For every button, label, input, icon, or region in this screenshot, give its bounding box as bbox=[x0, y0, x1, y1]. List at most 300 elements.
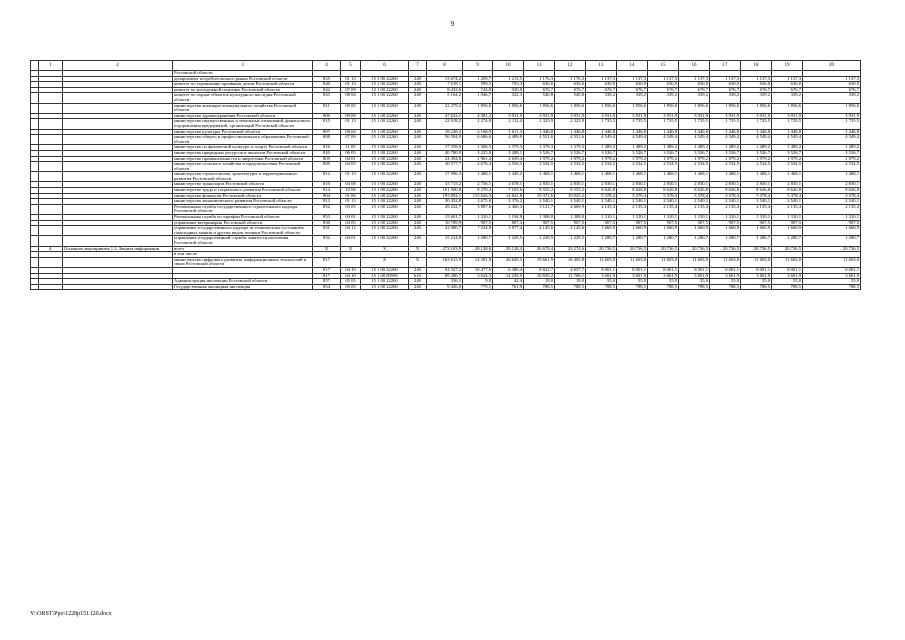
amount-cell: 339,2 bbox=[586, 93, 617, 103]
amount-cell: 1 979,2 bbox=[772, 156, 803, 162]
measure-cell bbox=[63, 236, 173, 246]
amount-cell: 1 468,1 bbox=[803, 172, 861, 182]
amount-cell: 788,5 bbox=[617, 284, 648, 290]
amount-cell: 3 931,9 bbox=[648, 113, 679, 119]
code-cell: 857 bbox=[313, 279, 341, 285]
amount-cell: 907,5 bbox=[524, 220, 555, 226]
code-cell: 816 bbox=[313, 145, 341, 151]
code-cell: 15 1 00 22260 bbox=[361, 215, 409, 221]
amount-cell: 11 768,1 bbox=[555, 273, 586, 279]
code-cell: 11 05 bbox=[341, 145, 361, 151]
amount-cell: 2 534,5 bbox=[586, 162, 617, 172]
table-row bbox=[31, 172, 861, 182]
organization-cell: Региональная служба по тарифам Ростовской области bbox=[173, 215, 313, 221]
amount-cell: 22 279,2 bbox=[427, 103, 463, 113]
amount-cell: 3 931,9 bbox=[710, 113, 741, 119]
measure-cell bbox=[63, 226, 173, 236]
amount-cell: 3 526,7 bbox=[710, 150, 741, 156]
amount-cell: 8 001,1 bbox=[617, 267, 648, 273]
amount-cell: 630,0 bbox=[710, 82, 741, 88]
amount-cell: 1 856,6 bbox=[524, 103, 555, 113]
code-cell: 240 bbox=[409, 215, 427, 221]
amount-cell: 1 468,1 bbox=[741, 172, 772, 182]
amount-cell: 1 280,7 bbox=[617, 236, 648, 246]
row-number-cell bbox=[39, 93, 63, 103]
measure-cell bbox=[63, 103, 173, 113]
spacer-cell bbox=[31, 61, 39, 71]
amount-cell: 1 280,7 bbox=[679, 236, 710, 246]
amount-cell: 4 381,2 bbox=[463, 113, 493, 119]
amount-cell: 676,7 bbox=[679, 87, 710, 93]
row-number-cell bbox=[39, 162, 63, 172]
code-cell: 240 bbox=[409, 76, 427, 82]
amount-cell: 676,7 bbox=[617, 87, 648, 93]
amount-cell: 676,7 bbox=[803, 87, 861, 93]
amount-cell: 907,5 bbox=[679, 220, 710, 226]
amount-cell: 676,7 bbox=[555, 87, 586, 93]
amount-cell: 1 979,2 bbox=[648, 156, 679, 162]
organization-cell: министерство общего и профессионального образования Ростовской области bbox=[173, 135, 313, 145]
amount-cell: 2 323,9 bbox=[555, 119, 586, 129]
amount-cell: 4 551,6 bbox=[524, 135, 555, 145]
code-cell: 05 05 bbox=[341, 284, 361, 290]
amount-cell: 24 394,8 bbox=[427, 156, 463, 162]
code-cell: 05 05 bbox=[341, 204, 361, 214]
amount-cell: 788,5 bbox=[555, 284, 586, 290]
amount-cell: 1 446,8 bbox=[772, 129, 803, 135]
amount-cell: 336,2 bbox=[427, 279, 463, 285]
amount-cell: 4 549,4 bbox=[679, 135, 710, 145]
amount-cell: 599,5 bbox=[463, 82, 493, 88]
amount-cell: 2 376,2 bbox=[493, 199, 524, 205]
code-cell: 15 1 00 22260 bbox=[361, 226, 409, 236]
amount-cell: 1 310,1 bbox=[772, 215, 803, 221]
code-cell: 843 bbox=[313, 93, 341, 103]
code-cell: 01 06 bbox=[341, 193, 361, 199]
amount-cell: 2 534,5 bbox=[772, 162, 803, 172]
amount-cell: 8 432,6 bbox=[427, 87, 463, 93]
amount-cell: 2 830,1 bbox=[555, 182, 586, 188]
code-cell: 240 bbox=[409, 119, 427, 129]
amount-cell: 16 405,8 bbox=[555, 257, 586, 267]
amount-cell: 2 540,1 bbox=[803, 199, 861, 205]
amount-cell: 788,5 bbox=[524, 284, 555, 290]
row-number-cell bbox=[39, 103, 63, 113]
amount-cell: 907,5 bbox=[617, 220, 648, 226]
amount-cell: 19 661,9 bbox=[524, 257, 555, 267]
table-row bbox=[31, 284, 861, 290]
amount-cell: 3 526,7 bbox=[741, 150, 772, 156]
organization-cell: министерство природных ресурсов и экологии Ростовской области bbox=[173, 150, 313, 156]
amount-cell: 8 626,8 bbox=[741, 188, 772, 194]
amount-cell: 8 626,8 bbox=[617, 188, 648, 194]
amount-cell: 17 358,0 bbox=[427, 145, 463, 151]
amount-cell: 47 632,1 bbox=[427, 113, 463, 119]
code-cell bbox=[341, 257, 361, 267]
amount-cell: 1 735,5 bbox=[617, 119, 648, 129]
amount-cell: 1 446,8 bbox=[586, 129, 617, 135]
spacer-cell bbox=[31, 162, 39, 172]
amount-cell: 3 601,9 bbox=[648, 273, 679, 279]
amount-cell: 1 209,7 bbox=[463, 76, 493, 82]
amount-cell: 8 626,8 bbox=[772, 188, 803, 194]
amount-cell: 1 446,8 bbox=[710, 129, 741, 135]
code-cell: 813 bbox=[313, 199, 341, 205]
code-cell: 240 bbox=[409, 87, 427, 93]
code-cell: 15 1 00 22260 bbox=[361, 236, 409, 246]
amount-cell: 7 618,1 bbox=[427, 82, 463, 88]
amount-cell: 5 378,4 bbox=[617, 193, 648, 199]
code-cell: 240 bbox=[409, 135, 427, 145]
code-cell: 240 bbox=[409, 182, 427, 188]
row-number-cell bbox=[39, 172, 63, 182]
organization-cell: управление ветеринарии Ростовской области bbox=[173, 220, 313, 226]
amount-cell: 1 310,1 bbox=[648, 215, 679, 221]
amount-cell: 4 637,7 bbox=[555, 267, 586, 273]
code-cell: 240 bbox=[409, 188, 427, 194]
amount-cell: 1 489,2 bbox=[710, 145, 741, 151]
amount-cell: 2 830,1 bbox=[586, 182, 617, 188]
amount-cell: 33 715,2 bbox=[427, 182, 463, 188]
amount-cell: 8 626,8 bbox=[679, 188, 710, 194]
amount-cell: 907,5 bbox=[586, 220, 617, 226]
amount-cell: 1 310,1 bbox=[617, 215, 648, 221]
amount-cell: 14 301,9 bbox=[463, 257, 493, 267]
organization-cell: министерство промышленности и энергетики Ростовской области bbox=[173, 156, 313, 162]
code-cell: 15 1 00 22260 bbox=[361, 204, 409, 214]
amount-cell: 676,7 bbox=[648, 87, 679, 93]
amount-cell: 11 603,0 bbox=[772, 257, 803, 267]
amount-cell: 4 145,6 bbox=[555, 226, 586, 236]
amount-cell: 1 979,2 bbox=[555, 156, 586, 162]
amount-cell: 11 603,0 bbox=[586, 257, 617, 267]
organization-cell: министерство культуры Ростовской области bbox=[173, 129, 313, 135]
amount-cell: 1 137,3 bbox=[648, 76, 679, 82]
amount-cell: 1 489,2 bbox=[648, 145, 679, 151]
amount-cell: 2 135,4 bbox=[586, 204, 617, 214]
amount-cell: 8 626,8 bbox=[586, 188, 617, 194]
code-cell: 804 bbox=[313, 193, 341, 199]
amount-cell: 1 308,0 bbox=[555, 215, 586, 221]
amount-cell: 8 001,1 bbox=[679, 267, 710, 273]
amount-cell: 1 046,7 bbox=[463, 93, 493, 103]
amount-cell: 3 601,9 bbox=[617, 273, 648, 279]
code-cell: 240 bbox=[409, 204, 427, 214]
amount-cell: 1 213,5 bbox=[493, 76, 524, 82]
amount-cell: 55,0 bbox=[772, 279, 803, 285]
amount-cell: 55,0 bbox=[741, 279, 772, 285]
amount-cell: 1 310,1 bbox=[463, 215, 493, 221]
amount-cell: 2 135,4 bbox=[648, 204, 679, 214]
column-number: 2 bbox=[63, 61, 173, 71]
amount-cell: 2 540,1 bbox=[617, 199, 648, 205]
amount-cell: 55,0 bbox=[617, 279, 648, 285]
amount-cell: 22 918,2 bbox=[427, 119, 463, 129]
code-cell: 809 bbox=[313, 162, 341, 172]
amount-cell: 5 164,2 bbox=[427, 93, 463, 103]
code-cell: 15 1 00 22260 bbox=[361, 129, 409, 135]
amount-cell: 630,0 bbox=[803, 82, 861, 88]
amount-cell: 2 639,4 bbox=[493, 156, 524, 162]
code-cell: 817 bbox=[313, 273, 341, 279]
table-row bbox=[31, 162, 861, 172]
spacer-cell bbox=[31, 226, 39, 236]
column-number: 17 bbox=[710, 61, 741, 71]
amount-cell: 8 001,1 bbox=[772, 267, 803, 273]
amount-cell: 1 979,2 bbox=[617, 156, 648, 162]
amount-cell: 907,5 bbox=[463, 220, 493, 226]
code-cell: 240 bbox=[409, 220, 427, 226]
amount-cell: 1 446,8 bbox=[679, 129, 710, 135]
spacer-cell bbox=[31, 172, 39, 182]
code-cell: 807 bbox=[313, 129, 341, 135]
amount-cell: 636,6 bbox=[555, 82, 586, 88]
code-cell: 240 bbox=[409, 226, 427, 236]
amount-cell: 1 310,1 bbox=[710, 215, 741, 221]
amount-cell: 8 001,1 bbox=[648, 267, 679, 273]
organization-cell: Ростовской области bbox=[173, 71, 313, 77]
amount-cell: 3 526,7 bbox=[586, 150, 617, 156]
amount-cell: 2 112,4 bbox=[493, 119, 524, 129]
amount-cell: 339,2 bbox=[710, 93, 741, 103]
amount-cell: 2 135,4 bbox=[710, 204, 741, 214]
amount-cell: 1 280,7 bbox=[710, 236, 741, 246]
amount-cell: 1 856,6 bbox=[463, 103, 493, 113]
amount-cell: 18 248,2 bbox=[427, 129, 463, 135]
table-row bbox=[31, 204, 861, 214]
code-cell: 820 bbox=[313, 150, 341, 156]
amount-cell: 163 613,9 bbox=[427, 257, 463, 267]
row-number-cell bbox=[39, 257, 63, 267]
table-row bbox=[31, 93, 861, 103]
code-cell: 610 bbox=[409, 273, 427, 279]
organization-cell: министерство труда и социального развития Ростовской области bbox=[173, 188, 313, 194]
code-cell: 01 13 bbox=[341, 76, 361, 82]
amount-cell: 2 534,5 bbox=[803, 162, 861, 172]
code-cell: 817 bbox=[313, 257, 341, 267]
code-cell: 15 1 00 22260 bbox=[361, 150, 409, 156]
code-cell: X bbox=[361, 246, 409, 252]
amount-cell: 4 409,9 bbox=[493, 135, 524, 145]
amount-cell: 11 603,0 bbox=[648, 257, 679, 267]
amount-cell: 115 626,3 bbox=[463, 193, 493, 199]
amount-cell: 14 239,9 bbox=[493, 273, 524, 279]
column-number: 13 bbox=[586, 61, 617, 71]
amount-cell: 11 603,0 bbox=[803, 257, 861, 267]
amount-cell: 1 280,7 bbox=[648, 236, 679, 246]
amount-cell: 11 603,0 bbox=[710, 257, 741, 267]
amount-cell: 1 280,7 bbox=[463, 236, 493, 246]
code-cell: 831 bbox=[313, 226, 341, 236]
amount-cell: 2 135,4 bbox=[679, 204, 710, 214]
code-cell: 240 bbox=[409, 103, 427, 113]
amount-cell: 703,4 bbox=[493, 82, 524, 88]
amount-cell: 1 468,1 bbox=[772, 172, 803, 182]
amount-cell: 20 736,5 bbox=[772, 246, 803, 252]
amount-cell: 907,5 bbox=[710, 220, 741, 226]
amount-cell: 1 660,9 bbox=[648, 226, 679, 236]
amount-cell: 2 830,1 bbox=[772, 182, 803, 188]
amount-cell: 1 856,6 bbox=[586, 103, 617, 113]
code-cell: 10 06 bbox=[341, 188, 361, 194]
amount-cell: 8 626,8 bbox=[803, 188, 861, 194]
column-number: 1 bbox=[39, 61, 63, 71]
amount-cell: 1 176,3 bbox=[555, 76, 586, 82]
amount-cell: 2 669,9 bbox=[555, 204, 586, 214]
amount-cell: 3 526,7 bbox=[679, 150, 710, 156]
column-number: 10 bbox=[493, 61, 524, 71]
code-cell: X bbox=[313, 246, 341, 252]
amount-cell: 8 822,7 bbox=[524, 267, 555, 273]
amount-cell: 1 379,3 bbox=[555, 145, 586, 151]
amount-cell: 193 892,1 bbox=[427, 193, 463, 199]
amount-cell: 1 194,8 bbox=[493, 215, 524, 221]
amount-cell: 2 168,9 bbox=[463, 129, 493, 135]
amount-cell: 42,4 bbox=[493, 279, 524, 285]
code-cell: 832 bbox=[313, 236, 341, 246]
table-body bbox=[31, 61, 861, 290]
column-number: 7 bbox=[409, 61, 427, 71]
amount-cell: 2 540,1 bbox=[772, 199, 803, 205]
amount-cell: 3 288,1 bbox=[493, 150, 524, 156]
amount-cell: 55,0 bbox=[648, 279, 679, 285]
amount-cell: 1 856,6 bbox=[710, 103, 741, 113]
table-row bbox=[31, 119, 861, 129]
amount-cell: 13 674,2 bbox=[427, 76, 463, 82]
amount-cell: 3 526,7 bbox=[524, 150, 555, 156]
amount-cell: 1 468,1 bbox=[710, 172, 741, 182]
amount-cell: 2 736,1 bbox=[463, 182, 493, 188]
code-cell: 810 bbox=[313, 182, 341, 188]
amount-cell: 8 555,2 bbox=[524, 188, 555, 194]
code-cell: 15 1 00 22260 bbox=[361, 284, 409, 290]
code-cell: 842 bbox=[313, 87, 341, 93]
amount-cell: 20 736,5 bbox=[803, 246, 861, 252]
code-cell: 240 bbox=[409, 113, 427, 119]
amount-cell: 4 549,4 bbox=[803, 135, 861, 145]
amount-cell: 5 378,4 bbox=[648, 193, 679, 199]
amount-cell: 20 736,5 bbox=[710, 246, 741, 252]
amount-cell: 2 830,1 bbox=[648, 182, 679, 188]
code-cell: 15 1 00 22260 bbox=[361, 93, 409, 103]
amount-cell: 20 736,5 bbox=[741, 246, 772, 252]
amount-cell: 3 877,4 bbox=[493, 226, 524, 236]
amount-cell: 1 137,3 bbox=[586, 76, 617, 82]
amount-cell: 3 931,9 bbox=[555, 113, 586, 119]
amount-cell: 3 601,9 bbox=[679, 273, 710, 279]
code-cell: 854 bbox=[313, 284, 341, 290]
column-number: 18 bbox=[741, 61, 772, 71]
amount-cell: 676,7 bbox=[772, 87, 803, 93]
amount-cell: 1 856,6 bbox=[741, 103, 772, 113]
amount-cell: 1 856,6 bbox=[648, 103, 679, 113]
amount-cell: 8 626,8 bbox=[710, 188, 741, 194]
code-cell: 15 1 00 22260 bbox=[361, 119, 409, 129]
amount-cell: 5 378,4 bbox=[586, 193, 617, 199]
amount-cell: 1 280,7 bbox=[741, 236, 772, 246]
amount-cell: 3 931,9 bbox=[741, 113, 772, 119]
amount-cell: 20 736,5 bbox=[586, 246, 617, 252]
code-cell: 808 bbox=[313, 135, 341, 145]
code-cell: 06 05 bbox=[341, 150, 361, 156]
amount-cell: 1 137,3 bbox=[741, 76, 772, 82]
code-cell: 240 bbox=[409, 162, 427, 172]
column-number: 9 bbox=[463, 61, 493, 71]
amount-cell: 5 378,4 bbox=[803, 193, 861, 199]
amount-cell: 2 534,5 bbox=[741, 162, 772, 172]
row-number-cell: 4. bbox=[39, 246, 63, 252]
amount-cell: 10 371,6 bbox=[524, 193, 555, 199]
organization-cell: министерство цифрового развития, информационных технологий и связи Ростовской области bbox=[173, 257, 313, 267]
amount-cell: 907,5 bbox=[772, 220, 803, 226]
code-cell: 240 bbox=[409, 150, 427, 156]
amount-cell: 1 735,5 bbox=[679, 119, 710, 129]
code-cell: X bbox=[341, 246, 361, 252]
amount-cell: 4 549,4 bbox=[617, 135, 648, 145]
code-cell: 07 09 bbox=[341, 87, 361, 93]
amount-cell: 1 446,8 bbox=[741, 129, 772, 135]
amount-cell: 2 274,0 bbox=[463, 119, 493, 129]
code-cell: 15 1 00 22260 bbox=[361, 76, 409, 82]
amount-cell: 339,2 bbox=[772, 93, 803, 103]
measure-cell bbox=[63, 93, 173, 103]
amount-cell: 676,7 bbox=[586, 87, 617, 93]
amount-cell: 55,0 bbox=[803, 279, 861, 285]
amount-cell: 2 830,1 bbox=[803, 182, 861, 188]
amount-cell: 1 489,2 bbox=[741, 145, 772, 151]
amount-cell: 1 660,9 bbox=[710, 226, 741, 236]
amount-cell: 1 979,2 bbox=[710, 156, 741, 162]
code-cell: 05 05 bbox=[341, 103, 361, 113]
amount-cell: 2 460,3 bbox=[493, 204, 524, 214]
amount-cell: 1 660,9 bbox=[772, 226, 803, 236]
column-number: 6 bbox=[361, 61, 409, 71]
amount-cell: 1 137,3 bbox=[803, 76, 861, 82]
amount-cell: 1 735,5 bbox=[741, 119, 772, 129]
code-cell: 15 1 00 22260 bbox=[361, 156, 409, 162]
code-cell: 15 1 00 22260 bbox=[361, 188, 409, 194]
amount-cell: 2 540,1 bbox=[524, 199, 555, 205]
amount-cell: 2 676,4 bbox=[463, 162, 493, 172]
amount-cell: 788,5 bbox=[586, 284, 617, 290]
amount-cell: 788,5 bbox=[648, 284, 679, 290]
code-cell: 15 1 00 22260 bbox=[361, 172, 409, 182]
amount-cell: 1 735,5 bbox=[586, 119, 617, 129]
amount-cell: 540,8 bbox=[555, 93, 586, 103]
organization-cell: всего bbox=[173, 246, 313, 252]
amount-cell: 676,7 bbox=[710, 87, 741, 93]
amount-cell: 1 379,3 bbox=[524, 145, 555, 151]
code-cell: 240 bbox=[409, 172, 427, 182]
measure-cell bbox=[63, 284, 173, 290]
amount-cell: 17 596,3 bbox=[427, 172, 463, 182]
column-number: 14 bbox=[617, 61, 648, 71]
column-number: 15 bbox=[648, 61, 679, 71]
code-cell: 15 1 00 22260 bbox=[361, 113, 409, 119]
amount-cell: 1 308,0 bbox=[524, 215, 555, 221]
code-cell: 240 bbox=[409, 82, 427, 88]
amount-cell: 6 686,6 bbox=[463, 135, 493, 145]
amount-cell: 7 105,6 bbox=[493, 188, 524, 194]
amount-cell: 28 128,6 bbox=[463, 246, 493, 252]
amount-cell: 8 001,1 bbox=[803, 267, 861, 273]
amount-cell: 2 830,1 bbox=[741, 182, 772, 188]
column-number: 19 bbox=[772, 61, 803, 71]
amount-cell: 8 001,1 bbox=[710, 267, 741, 273]
amount-cell: 4 145,6 bbox=[524, 226, 555, 236]
amount-cell: 1 310,1 bbox=[586, 215, 617, 221]
amount-cell: 1 660,9 bbox=[803, 226, 861, 236]
